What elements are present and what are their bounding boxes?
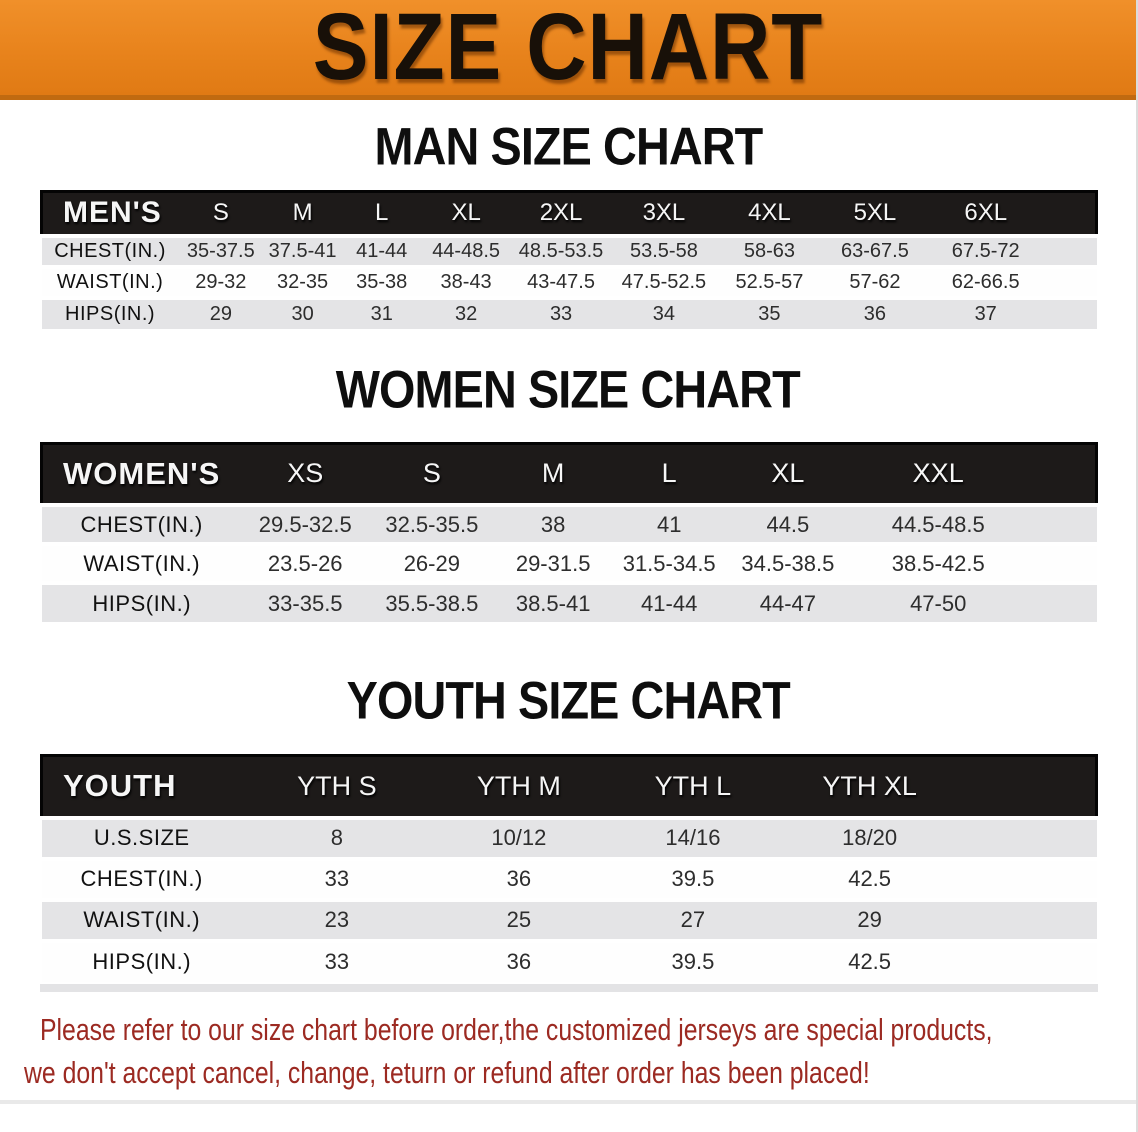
table-cell: 36 xyxy=(822,298,928,329)
column-header: 5XL xyxy=(822,192,928,236)
table-cell: 42.5 xyxy=(780,941,959,982)
column-header: S xyxy=(369,443,496,505)
table-row xyxy=(42,941,1097,982)
table-row xyxy=(42,267,1097,298)
column-header: 3XL xyxy=(611,192,717,236)
column-header: L xyxy=(342,192,421,236)
row-label: U.S.SIZE xyxy=(42,818,242,859)
table-cell: 62-66.5 xyxy=(928,267,1044,298)
table-cell: 31.5-34.5 xyxy=(611,544,727,583)
table-cell: 67.5-72 xyxy=(928,236,1044,267)
table-row xyxy=(42,818,1097,859)
table-cell: 29-31.5 xyxy=(495,544,611,583)
banner xyxy=(0,0,1136,100)
table-cell: 41-44 xyxy=(611,583,727,622)
column-header: XS xyxy=(242,443,369,505)
youth-section-title-text: YOUTH SIZE CHART xyxy=(346,671,790,731)
table-cell: 29-32 xyxy=(179,267,263,298)
table-cell: 52.5-57 xyxy=(717,267,823,298)
table-cell: 23 xyxy=(242,900,432,941)
table-cell-filler xyxy=(959,900,1096,941)
table-cell: 44.5-48.5 xyxy=(849,505,1028,544)
row-label: CHEST(IN.) xyxy=(42,236,179,267)
table-cell: 38.5-41 xyxy=(495,583,611,622)
column-header: M xyxy=(263,192,342,236)
table-cell: 35-38 xyxy=(342,267,421,298)
table-cell: 34.5-38.5 xyxy=(727,544,848,583)
table-cell: 32 xyxy=(421,298,511,329)
table-cell: 39.5 xyxy=(606,859,780,900)
table-cell: 37.5-41 xyxy=(263,236,342,267)
table-cell: 41-44 xyxy=(342,236,421,267)
table-cell: 35-37.5 xyxy=(179,236,263,267)
column-header: XL xyxy=(727,443,848,505)
column-header: YTH L xyxy=(606,756,780,818)
row-label: HIPS(IN.) xyxy=(42,298,179,329)
row-label: HIPS(IN.) xyxy=(42,941,242,982)
row-label: CHEST(IN.) xyxy=(42,505,242,544)
table-row xyxy=(42,583,1097,622)
table-cell-filler xyxy=(1044,236,1097,267)
table-cell: 34 xyxy=(611,298,717,329)
column-header: XL xyxy=(421,192,511,236)
column-header: 6XL xyxy=(928,192,1044,236)
table-cell: 33 xyxy=(242,941,432,982)
table-cell: 30 xyxy=(263,298,342,329)
table-cell-filler xyxy=(1028,583,1097,622)
table-cell-filler xyxy=(959,859,1096,900)
row-label: WAIST(IN.) xyxy=(42,267,179,298)
table-cell: 32.5-35.5 xyxy=(369,505,496,544)
table-cell-filler xyxy=(1028,505,1097,544)
table-cell: 26-29 xyxy=(369,544,496,583)
column-header: XXL xyxy=(849,443,1028,505)
table-cell: 53.5-58 xyxy=(611,236,717,267)
column-header: M xyxy=(495,443,611,505)
column-header-filler xyxy=(959,756,1096,818)
women-table-header-row xyxy=(42,443,1097,505)
column-header: S xyxy=(179,192,263,236)
women-header-label: WOMEN'S xyxy=(42,443,242,505)
table-cell: 44-47 xyxy=(727,583,848,622)
column-header: 2XL xyxy=(511,192,611,236)
column-header-filler xyxy=(1028,443,1097,505)
table-cell: 14/16 xyxy=(606,818,780,859)
table-cell: 33-35.5 xyxy=(242,583,369,622)
table-cell: 47.5-52.5 xyxy=(611,267,717,298)
table-cell: 42.5 xyxy=(780,859,959,900)
table-cell: 35 xyxy=(717,298,823,329)
column-header: L xyxy=(611,443,727,505)
table-cell: 57-62 xyxy=(822,267,928,298)
table-cell: 48.5-53.5 xyxy=(511,236,611,267)
table-row xyxy=(42,859,1097,900)
footer-note-line1: Please refer to our size chart before order,the customized jerseys are special products, xyxy=(40,1011,993,1047)
table-cell: 36 xyxy=(432,941,606,982)
table-cell: 27 xyxy=(606,900,780,941)
men-header-label: MEN'S xyxy=(42,192,179,236)
women-size-table xyxy=(40,442,1098,623)
men-size-table xyxy=(40,190,1098,329)
table-cell: 44.5 xyxy=(727,505,848,544)
table-cell: 23.5-26 xyxy=(242,544,369,583)
table-cell: 37 xyxy=(928,298,1044,329)
table-cell: 10/12 xyxy=(432,818,606,859)
table-cell: 29 xyxy=(179,298,263,329)
youth-section-title xyxy=(0,671,1136,731)
table-row xyxy=(42,505,1097,544)
men-section-title xyxy=(0,117,1136,177)
table-cell: 31 xyxy=(342,298,421,329)
column-header: 4XL xyxy=(717,192,823,236)
youth-size-table xyxy=(40,754,1098,982)
table-cell: 38-43 xyxy=(421,267,511,298)
column-header: YTH M xyxy=(432,756,606,818)
table-cell-filler xyxy=(959,818,1096,859)
table-cell: 58-63 xyxy=(717,236,823,267)
table-cell: 29.5-32.5 xyxy=(242,505,369,544)
table-cell: 43-47.5 xyxy=(511,267,611,298)
table-cell: 33 xyxy=(511,298,611,329)
table-row xyxy=(42,900,1097,941)
men-table-header-row xyxy=(42,192,1097,236)
column-header: YTH S xyxy=(242,756,432,818)
women-section-title-text: WOMEN SIZE CHART xyxy=(336,359,800,420)
footer-note-line2: we don't accept cancel, change, teturn or refund after order has been placed! xyxy=(24,1054,870,1090)
column-header-filler xyxy=(1044,192,1097,236)
table-cell: 38.5-42.5 xyxy=(849,544,1028,583)
youth-table-header-row xyxy=(42,756,1097,818)
women-section-title xyxy=(0,359,1136,420)
table-cell: 47-50 xyxy=(849,583,1028,622)
youth-header-label: YOUTH xyxy=(42,756,242,818)
row-label: WAIST(IN.) xyxy=(42,900,242,941)
column-header: YTH XL xyxy=(780,756,959,818)
row-label: HIPS(IN.) xyxy=(42,583,242,622)
table-cell: 39.5 xyxy=(606,941,780,982)
table-cell-filler xyxy=(1044,298,1097,329)
table-row xyxy=(42,236,1097,267)
table-cell: 44-48.5 xyxy=(421,236,511,267)
row-label: CHEST(IN.) xyxy=(42,859,242,900)
table-row xyxy=(42,544,1097,583)
table-cell: 18/20 xyxy=(780,818,959,859)
table-cell: 25 xyxy=(432,900,606,941)
footer-note xyxy=(0,1008,1136,1094)
table-cell-filler xyxy=(1044,267,1097,298)
men-section-title-text: MAN SIZE CHART xyxy=(374,117,762,177)
table-cell: 38 xyxy=(495,505,611,544)
table-cell-filler xyxy=(1028,544,1097,583)
bottom-edge-line xyxy=(0,1100,1136,1104)
table-cell: 8 xyxy=(242,818,432,859)
table-cell: 32-35 xyxy=(263,267,342,298)
table-cell: 36 xyxy=(432,859,606,900)
table-cell: 35.5-38.5 xyxy=(369,583,496,622)
banner-title: SIZE CHART xyxy=(312,0,824,100)
row-label: WAIST(IN.) xyxy=(42,544,242,583)
table-cell: 29 xyxy=(780,900,959,941)
table-cell: 33 xyxy=(242,859,432,900)
table-cell-filler xyxy=(959,941,1096,982)
table-row xyxy=(42,298,1097,329)
table-cell: 63-67.5 xyxy=(822,236,928,267)
table-bottom-strip xyxy=(40,984,1098,992)
table-cell: 41 xyxy=(611,505,727,544)
